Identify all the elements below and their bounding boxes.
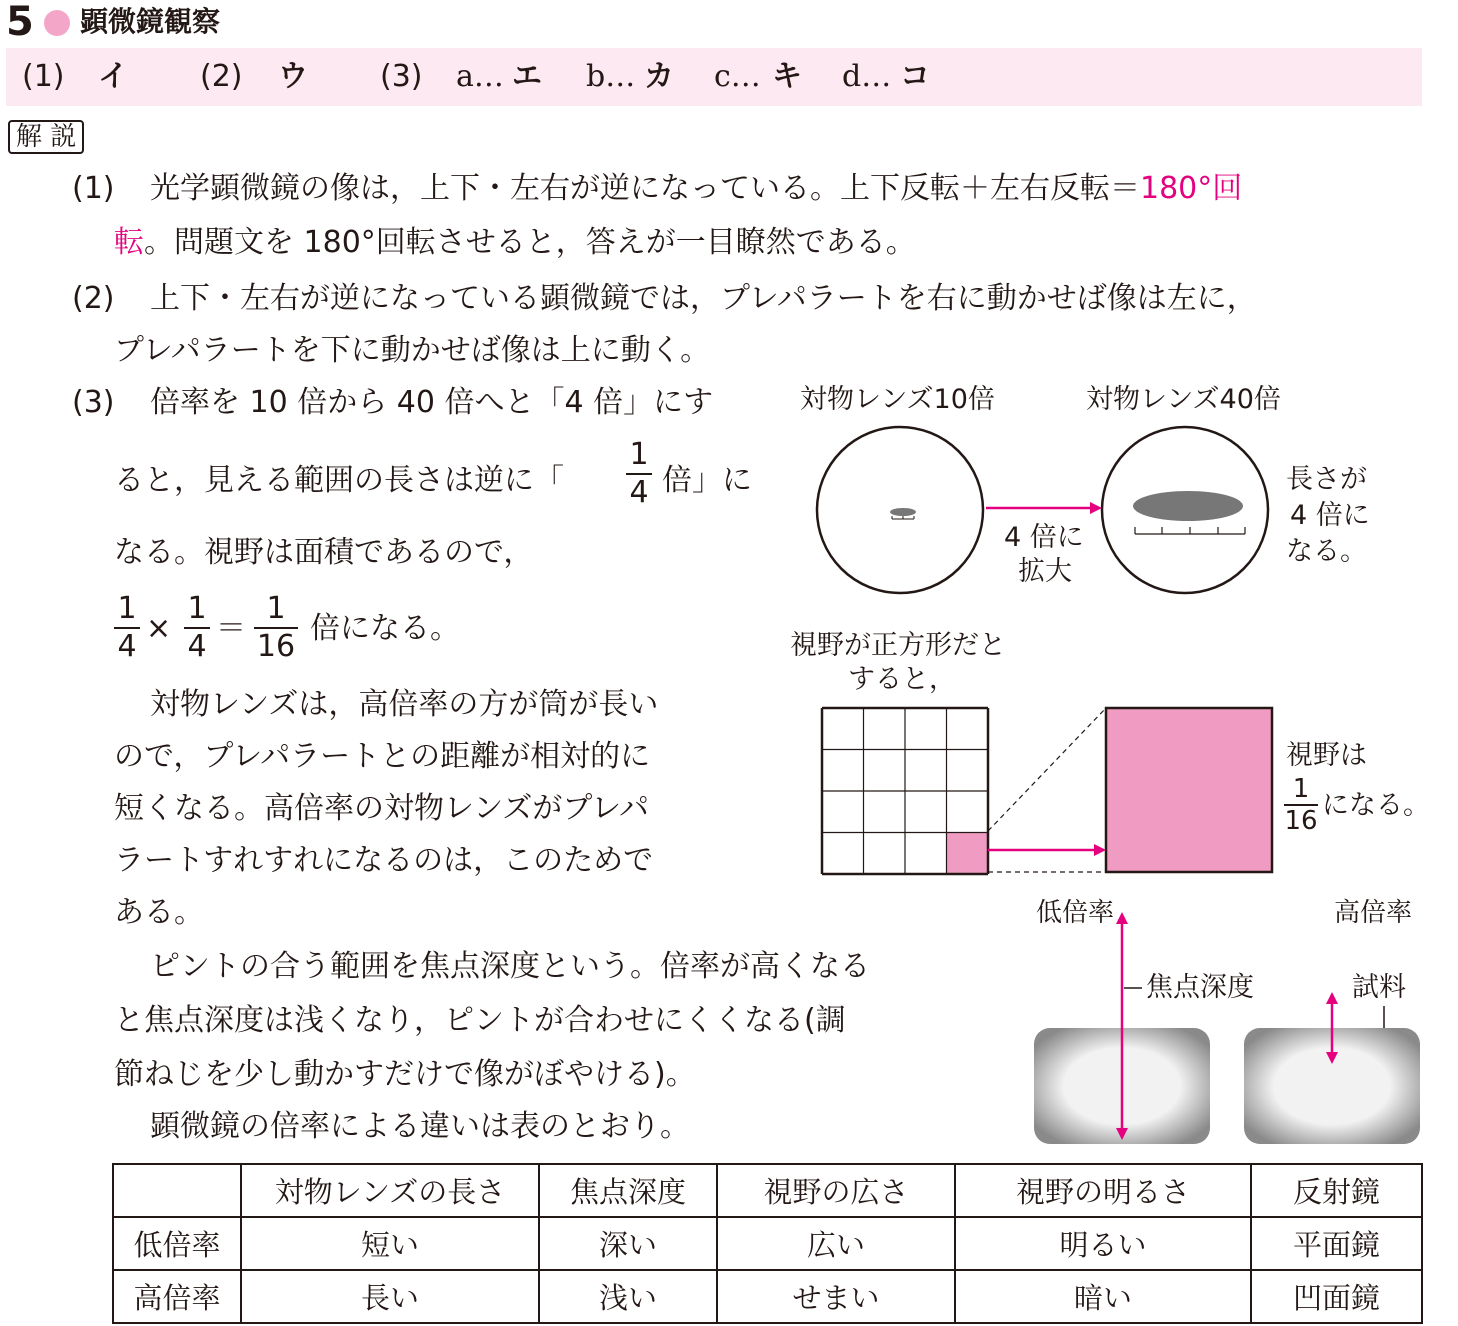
depth-figure <box>1030 910 1430 1150</box>
para3-line: ピントの合う範囲を焦点深度という。倍率が高くなる <box>150 949 870 984</box>
p1-line1 <box>150 171 1243 206</box>
table-header-cell <box>113 1164 241 1217</box>
p2-line1: 上下・左右が逆になっている顕微鏡では，プレパラートを右に動かせば像は左に， <box>150 281 1257 316</box>
magnify-arrowhead <box>1090 502 1102 514</box>
depth-label: 焦点深度 <box>1146 972 1254 1003</box>
table-header-cell: 視野の明るさ <box>955 1164 1251 1217</box>
para3-line: と焦点深度は浅くなり，ピントが合わせにくくなる(調 <box>114 1003 846 1038</box>
fraction-quarter: 1 4 <box>626 440 652 508</box>
answer-q2-label: (2) <box>200 59 243 94</box>
eq-fraction-1: 1 4 <box>114 594 140 662</box>
para4-line: 顕微鏡の倍率による違いは表のとおり。 <box>150 1109 690 1144</box>
p1-label: (1) <box>72 171 115 206</box>
p3-line1: 倍率を 10 倍から 40 倍へと「4 倍」にす <box>150 385 714 420</box>
p1-line1-text: 光学顕微鏡の像は，上下・左右が逆になっている。上下反転＋左右反転＝ <box>150 171 1140 206</box>
p3-line3: なる。視野は面積であるので， <box>114 535 534 570</box>
answer-q3-b: カ <box>644 59 674 94</box>
answer-q3-d-key: d… <box>842 59 892 94</box>
label-10x: 対物レンズ10倍 <box>800 384 995 415</box>
p1-highlight-b: 転 <box>114 225 144 260</box>
table-cell: 暗い <box>955 1270 1251 1323</box>
square-note-b: になる。 <box>1322 790 1430 821</box>
p1-line2-text: 。問題文を 180°回転させると，答えが一目瞭然である。 <box>144 225 916 260</box>
square-caption-2: すると， <box>848 664 956 695</box>
answer-q3-a: エ <box>512 59 542 94</box>
para2-line: ある。 <box>114 895 204 930</box>
square-figure <box>816 700 1280 880</box>
answer-q3-d: コ <box>900 59 930 94</box>
answer-q2: ウ <box>278 59 308 94</box>
para3-line: 節ねじを少し動かすだけで像がぼやける)。 <box>114 1057 696 1092</box>
table-header-row <box>113 1164 1422 1217</box>
para2-line: 対物レンズは，高倍率の方が筒が長い <box>150 687 659 722</box>
specimen-small <box>890 508 916 516</box>
comparison-table <box>112 1163 1423 1324</box>
table-row <box>113 1270 1422 1323</box>
square-caption-1: 視野が正方形だと <box>790 630 1006 661</box>
table-cell: 高倍率 <box>113 1270 241 1323</box>
square-fraction: 1 16 <box>1284 774 1318 836</box>
label-40x: 対物レンズ40倍 <box>1086 384 1281 415</box>
table-header-cell: 対物レンズの長さ <box>241 1164 539 1217</box>
side-note-3: なる。 <box>1286 536 1367 567</box>
dashed-guide-top <box>988 708 1106 831</box>
table-row <box>113 1217 1422 1270</box>
enlarged-square <box>1106 708 1272 872</box>
magnify-label-2: 拡大 <box>1018 556 1072 587</box>
answer-q3-c-key: c… <box>714 59 761 94</box>
explanation-label: 解 説 <box>8 120 84 154</box>
low-magnification-label: 低倍率 <box>1036 898 1115 928</box>
p2-label: (2) <box>72 281 115 316</box>
eq-fraction-3: 1 16 <box>254 594 298 662</box>
field-grid <box>822 708 988 874</box>
sample-label: 試料 <box>1352 972 1406 1003</box>
eq-equals: ＝ <box>216 611 246 646</box>
answer-q3-b-key: b… <box>586 59 636 94</box>
table-cell: 明るい <box>955 1217 1251 1270</box>
answer-q3-label: (3) <box>380 59 423 94</box>
table-cell: 深い <box>539 1217 717 1270</box>
eq-fraction-2: 1 4 <box>184 594 210 662</box>
p3-line2b: 倍」に <box>662 463 752 498</box>
p1-highlight-a: 180°回 <box>1140 171 1243 206</box>
table-cell: せまい <box>717 1270 955 1323</box>
table-cell: 凹面鏡 <box>1251 1270 1422 1323</box>
pink-bullet-icon <box>44 10 70 36</box>
answer-q1: イ <box>98 59 128 94</box>
p2-line2: プレパラートを下に動かせば像は上に動く。 <box>114 333 711 368</box>
table-header-cell: 視野の広さ <box>717 1164 955 1217</box>
table-header-cell: 焦点深度 <box>539 1164 717 1217</box>
table-cell: 平面鏡 <box>1251 1217 1422 1270</box>
answer-q1-label: (1) <box>22 59 65 94</box>
high-magnification-label: 高倍率 <box>1334 898 1413 928</box>
eq-times: × <box>146 611 172 646</box>
table-cell: 広い <box>717 1217 955 1270</box>
table-cell: 浅い <box>539 1270 717 1323</box>
square-note-a: 視野は <box>1286 740 1367 771</box>
table-cell: 短い <box>241 1217 539 1270</box>
table-cell: 低倍率 <box>113 1217 241 1270</box>
specimen-large <box>1133 491 1243 521</box>
eq-tail: 倍になる。 <box>310 611 460 646</box>
para2-line: ラートすれすれになるのは，このためで <box>114 843 654 878</box>
side-note-2: 4 倍に <box>1290 500 1370 531</box>
enlarge-arrowhead <box>1094 844 1106 856</box>
para2-line: 短くなる。高倍率の対物レンズがプレパ <box>114 791 650 826</box>
table-cell: 長い <box>241 1270 539 1323</box>
p3-line2a: ると，見える範囲の長さは逆に「 <box>114 463 564 498</box>
table-header-cell: 反射鏡 <box>1251 1164 1422 1217</box>
answer-q3-c: キ <box>772 59 802 94</box>
section-number: 5 <box>6 0 34 45</box>
p3-label: (3) <box>72 385 115 420</box>
para2-line: ので，プレパラートとの距離が相対的に <box>114 739 651 774</box>
p1-line2 <box>114 225 916 260</box>
highlighted-cell <box>947 833 989 875</box>
answer-q3-a-key: a… <box>456 59 504 94</box>
side-note-1: 長さが <box>1286 464 1367 495</box>
section-title: 顕微鏡観察 <box>80 5 221 38</box>
magnify-label-1: 4 倍に <box>1004 522 1084 553</box>
